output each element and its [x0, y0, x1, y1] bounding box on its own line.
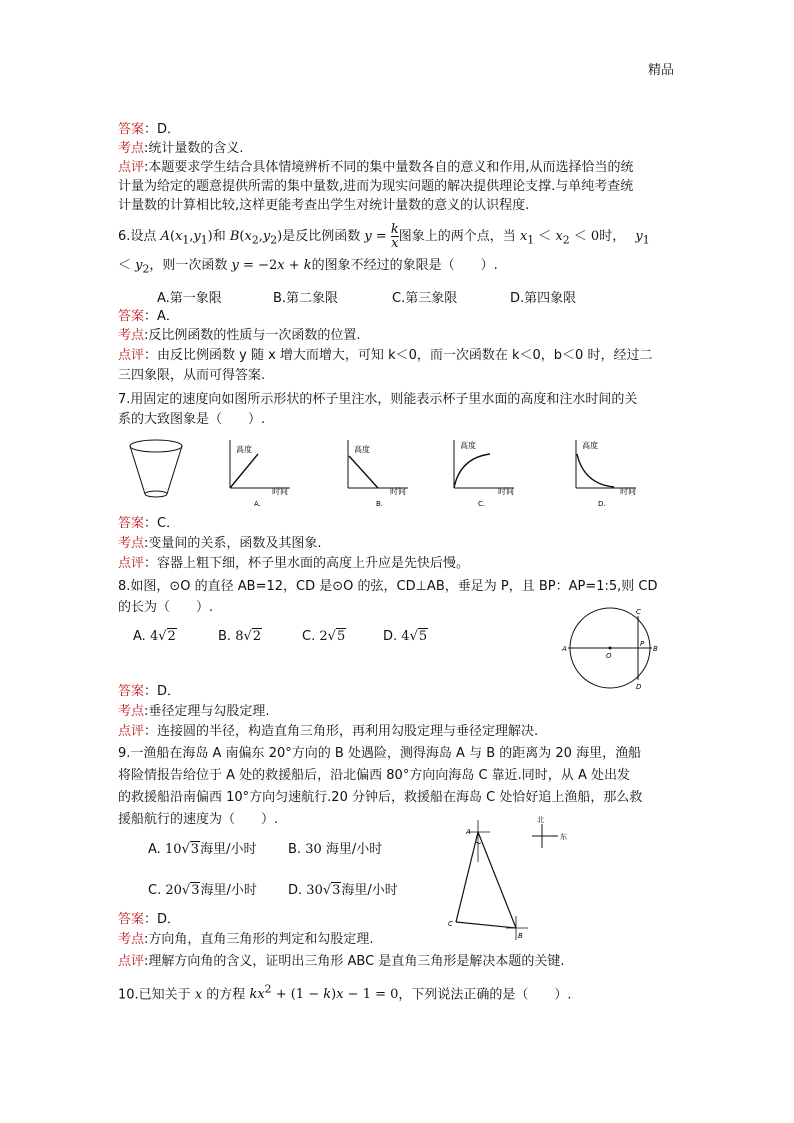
graph-d-xlabel: 时间: [620, 487, 636, 496]
q8-option-b: B. 8√2: [218, 629, 262, 644]
q7-comment: 点评：容器上粗下细，杯子里水面的高度上升应是先快后慢。: [118, 556, 470, 571]
q6-option-d: D.第四象限: [510, 291, 577, 306]
point-a-formula: A: [160, 229, 170, 244]
q7-answer: 答案：C．: [118, 516, 180, 531]
label-a: A: [562, 645, 567, 653]
header-label: 精品: [647, 63, 674, 78]
q9-stem-1: 9.一渔船在海岛 A 南偏东 20°方向的 B 处遇险，测得海岛 A 与 B 的距离为 20 海里，渔船: [118, 746, 642, 761]
q6-comment-2: 三四象限，从而可得答案.: [118, 368, 266, 383]
graph-c-xlabel: 时间: [498, 487, 514, 496]
q9-stem-4: 援船航行的速度为（ ）.: [118, 812, 279, 827]
q6-comment-1: 点评：由反比例函数 y 随 x 增大而增大，可知 k＜0，而一次函数在 k＜0，b＜0 时，经过二: [118, 348, 653, 363]
label-p: P: [640, 640, 645, 648]
cup-figure: [130, 440, 182, 497]
q6-answer: 答案：A．: [118, 309, 179, 324]
q6-option-c: C.第三象限: [392, 291, 458, 306]
label-east: 东: [560, 833, 567, 841]
q10-stem: 10.已知关于 x 的方程 $kx^2 + (1 - k)x - 1 = 0$，下列说法正确的是（ ）.: [118, 983, 572, 1003]
q6-stem-1: 6.设点 $A(x_1,y_1)$和 $B(x_2,y_2)$是反比例函数 y = $\frac{k}{x}$ 图象上的两个点，当 $x_1 < x_2 < 0$时， $y_1$: [118, 222, 650, 251]
graph-a-ylabel: 高度: [236, 445, 252, 454]
q9-point: 考点:方向角，直角三角形的判定和勾股定理.: [118, 932, 374, 947]
q9-stem-2: 将险情报告给位于 A 处的救援船后，沿北偏西 80°方向向海岛 C 靠近.同时，从 A 处出发: [118, 768, 630, 783]
q8-comment: 点评：连接圆的半径，构造直角三角形，再利用勾股定理与垂径定理解决.: [118, 724, 539, 739]
graph-d-ylabel: 高度: [582, 441, 598, 450]
label-a: A: [466, 828, 471, 836]
label-o: O: [606, 652, 612, 660]
q6-option-b: B.第二象限: [273, 291, 339, 306]
graph-b: [348, 440, 408, 508]
circle-figure: [560, 604, 660, 692]
label-c: C: [448, 920, 453, 928]
q6-option-a: A.第一象限: [157, 291, 222, 306]
q7-stem-2: 系的大致图象是（ ）.: [118, 412, 266, 427]
label-b: B: [653, 645, 658, 653]
graph-d-letter: D.: [598, 500, 606, 508]
graph-b-ylabel: 高度: [354, 445, 370, 454]
label-c: C: [636, 608, 641, 616]
q8-option-a: A. 4√2: [133, 629, 176, 644]
graph-d: [576, 440, 636, 508]
q7-point: 考点:变量间的关系，函数及其图象.: [118, 536, 322, 551]
q9-option-c: C. 20√3海里/小时: [148, 883, 257, 898]
q8-answer: 答案：D．: [118, 684, 181, 699]
q8-stem-2: 的长为（ ）.: [118, 600, 214, 615]
graph-c-letter: C.: [478, 500, 486, 508]
q9-option-a: A. 10√3海里/小时: [148, 842, 257, 857]
graph-a: [230, 440, 290, 508]
q9-stem-3: 的救援船沿南偏西 10°方向匀速航行.20 分钟后，救援船在海岛 C 处恰好追上渔船，那么救: [118, 790, 643, 805]
q5-point: 考点:统计量数的含义.: [118, 141, 244, 156]
compass-icon: [532, 824, 558, 848]
q5-comment-3: 计量数的计算相比较,这样更能考查出学生对统计量数的意义的认识程度.: [118, 198, 530, 213]
graph-a-letter: A.: [254, 500, 261, 508]
triangle-abc: [456, 832, 516, 928]
q6-point: 考点:反比例函数的性质与一次函数的位置.: [118, 328, 361, 343]
q9-option-d: D. 30√3海里/小时: [288, 883, 398, 898]
q5-comment-1: 点评:本题要求学生结合具体情境辨析不同的集中量数各自的意义和作用,从而选择恰当的统: [118, 160, 634, 175]
graph-b-xlabel: 时间: [390, 487, 406, 496]
q5-answer: 答案：D．: [118, 122, 181, 137]
q5-comment-2: 计量为给定的题意提供所需的集中量数,进而为现实问题的解决提供理论支撑.与单纯考查统: [118, 179, 634, 194]
q8-option-c: C. 2√5: [302, 629, 346, 644]
graph-c: [454, 440, 514, 508]
graph-a-xlabel: 时间: [272, 487, 288, 496]
q9-option-b: B. 30 海里/小时: [288, 842, 383, 857]
compass-figure: [440, 812, 580, 942]
graph-b-letter: B.: [376, 500, 384, 508]
q6-stem-2: ＜ $y_2$，则一次函数 y = −2x + k的图象不经过的象限是（ ）.: [118, 258, 498, 276]
label-d: D: [636, 683, 642, 691]
q7-stem-1: 7.用固定的速度向如图所示形状的杯子里注水，则能表示杯子里水面的高度和注水时间的关: [118, 392, 638, 407]
q9-comment: 点评:理解方向角的含义，证明出三角形 ABC 是直角三角形是解决本题的关键.: [118, 954, 565, 969]
q8-option-d: D. 4√5: [383, 629, 428, 644]
q9-answer: 答案：D．: [118, 912, 181, 927]
label-b: B: [518, 932, 523, 940]
q7-figures: [118, 436, 668, 512]
q8-point: 考点:垂径定理与勾股定理.: [118, 704, 270, 719]
q8-stem-1: 8.如图，⊙O 的直径 AB=12，CD 是⊙O 的弦，CD⊥AB，垂足为 P，且 BP：AP=1:5,则 CD: [118, 579, 658, 594]
label-north: 北: [537, 816, 544, 824]
graph-c-ylabel: 高度: [460, 441, 476, 450]
